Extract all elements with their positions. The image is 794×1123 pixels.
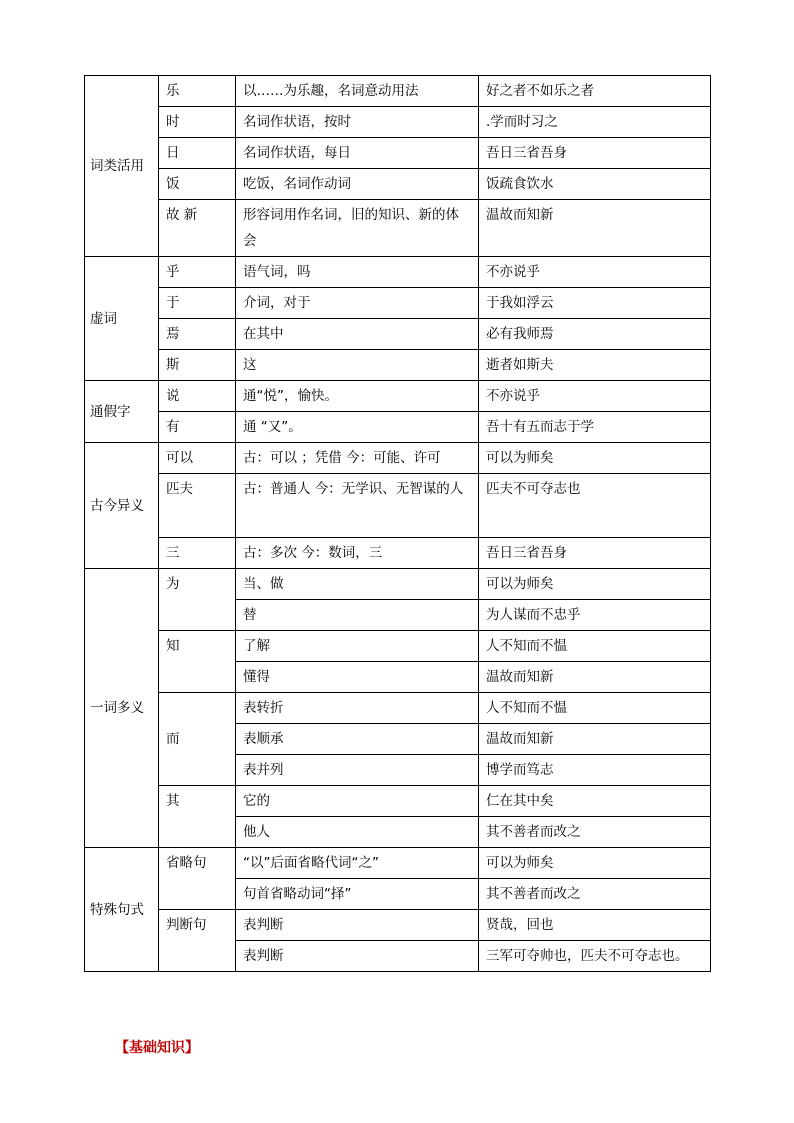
meaning-cell: 吃饭，名词作动词 (236, 169, 479, 200)
table-row (85, 319, 711, 350)
vocabulary-table (84, 75, 711, 972)
example-cell: 吾十有五而志于学 (479, 412, 711, 443)
table-body (85, 76, 711, 972)
meaning-cell: 表判断 (236, 910, 479, 941)
meaning-cell: 古：普通人 今：无学识、无智谋的人 (236, 474, 479, 538)
example-cell: 吾日三省吾身 (479, 538, 711, 569)
meaning-cell: 在其中 (236, 319, 479, 350)
word-cell: 有 (159, 412, 236, 443)
example-cell: 可以为师矣 (479, 848, 711, 879)
word-cell: 省略句 (159, 848, 236, 910)
table-row (85, 848, 711, 879)
word-cell: 饭 (159, 169, 236, 200)
table-row (85, 350, 711, 381)
example-cell: 温故而知新 (479, 662, 711, 693)
meaning-cell: 表并列 (236, 755, 479, 786)
table-row (85, 474, 711, 538)
table-row (85, 107, 711, 138)
example-cell: 为人谋而不忠乎 (479, 600, 711, 631)
example-cell: 必有我师焉 (479, 319, 711, 350)
example-cell: 温故而知新 (479, 200, 711, 257)
meaning-cell: 古：可以 ；凭借 今：可能、许可 (236, 443, 479, 474)
meaning-cell: 表顺承 (236, 724, 479, 755)
meaning-cell: 表转折 (236, 693, 479, 724)
meaning-cell: 当、做 (236, 569, 479, 600)
word-cell: 判断句 (159, 910, 236, 972)
example-cell: 好之者不如乐之者 (479, 76, 711, 107)
word-cell: 说 (159, 381, 236, 412)
example-cell: 吾日三省吾身 (479, 138, 711, 169)
word-cell: 乎 (159, 257, 236, 288)
category-cell: 词类活用 (85, 76, 159, 257)
example-cell: 可以为师矣 (479, 569, 711, 600)
meaning-cell: 形容词用作名词，旧的知识、新的体会 (236, 200, 479, 257)
example-cell: 三军可夺帅也，匹夫不可夺志也。 (479, 941, 711, 972)
table-row (85, 138, 711, 169)
meaning-cell: 表判断 (236, 941, 479, 972)
example-cell: 仁在其中矣 (479, 786, 711, 817)
meaning-cell: 名词作状语，每日 (236, 138, 479, 169)
word-cell: 乐 (159, 76, 236, 107)
meaning-cell: “以”后面省略代词“之” (236, 848, 479, 879)
table-row (85, 200, 711, 257)
meaning-cell: 名词作状语，按时 (236, 107, 479, 138)
example-cell: 饭疏食饮水 (479, 169, 711, 200)
table-row (85, 257, 711, 288)
example-cell: .学而时习之 (479, 107, 711, 138)
example-cell: 可以为师矣 (479, 443, 711, 474)
example-cell: 贤哉，回也 (479, 910, 711, 941)
example-cell: 博学而笃志 (479, 755, 711, 786)
example-cell: 于我如浮云 (479, 288, 711, 319)
category-cell: 特殊句式 (85, 848, 159, 972)
table-row (85, 443, 711, 474)
meaning-cell: 它的 (236, 786, 479, 817)
table-row (85, 693, 711, 724)
table-row (85, 412, 711, 443)
table-row (85, 910, 711, 941)
word-cell: 焉 (159, 319, 236, 350)
example-cell: 不亦说乎 (479, 381, 711, 412)
meaning-cell: 古：多次 今：数词，三 (236, 538, 479, 569)
example-cell: 人不知而不愠 (479, 693, 711, 724)
word-cell: 其 (159, 786, 236, 848)
meaning-cell: 他人 (236, 817, 479, 848)
category-cell: 一词多义 (85, 569, 159, 848)
table-row (85, 569, 711, 600)
example-cell: 匹夫不可夺志也 (479, 474, 711, 538)
word-cell: 三 (159, 538, 236, 569)
meaning-cell: 了解 (236, 631, 479, 662)
meaning-cell: 通“悦”，愉快。 (236, 381, 479, 412)
section-heading: 【基础知识】 (115, 1040, 199, 1056)
word-cell: 于 (159, 288, 236, 319)
word-cell: 斯 (159, 350, 236, 381)
category-cell: 虚词 (85, 257, 159, 381)
meaning-cell: 介词，对于 (236, 288, 479, 319)
category-cell: 古今异义 (85, 443, 159, 569)
meaning-cell: 懂得 (236, 662, 479, 693)
example-cell: 温故而知新 (479, 724, 711, 755)
example-cell: 其不善者而改之 (479, 817, 711, 848)
table-row (85, 169, 711, 200)
word-cell: 故 新 (159, 200, 236, 257)
word-cell: 而 (159, 693, 236, 786)
meaning-cell: 语气词，吗 (236, 257, 479, 288)
word-cell: 为 (159, 569, 236, 631)
word-cell: 时 (159, 107, 236, 138)
example-cell: 人不知而不愠 (479, 631, 711, 662)
table-row (85, 288, 711, 319)
example-cell: 不亦说乎 (479, 257, 711, 288)
meaning-cell: 以……为乐趣，名词意动用法 (236, 76, 479, 107)
word-cell: 可以 (159, 443, 236, 474)
meaning-cell: 句首省略动词“择” (236, 879, 479, 910)
word-cell: 知 (159, 631, 236, 693)
example-cell: 逝者如斯夫 (479, 350, 711, 381)
example-cell: 其不善者而改之 (479, 879, 711, 910)
table-row (85, 76, 711, 107)
table-row (85, 381, 711, 412)
category-cell: 通假字 (85, 381, 159, 443)
word-cell: 日 (159, 138, 236, 169)
word-cell: 匹夫 (159, 474, 236, 538)
meaning-cell: 这 (236, 350, 479, 381)
meaning-cell: 通 “又”。 (236, 412, 479, 443)
table-row (85, 631, 711, 662)
meaning-cell: 替 (236, 600, 479, 631)
table-row (85, 538, 711, 569)
table-row (85, 786, 711, 817)
